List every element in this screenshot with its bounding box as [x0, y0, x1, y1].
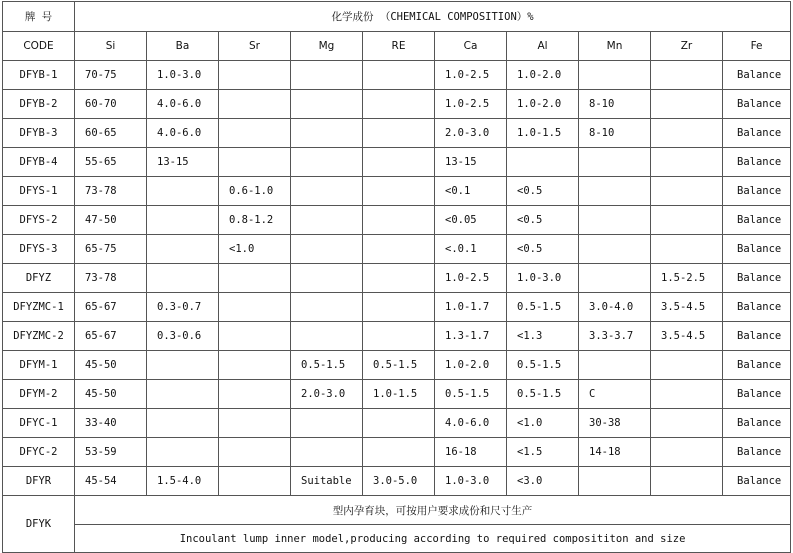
cell-al: <1.5	[507, 438, 579, 467]
dfyk-row-en	[3, 525, 791, 553]
cell-mg	[291, 293, 363, 322]
column-header-ba: Ba	[147, 32, 219, 61]
cell-fe: Balance	[723, 380, 791, 409]
table-row	[3, 409, 791, 438]
cell-sr: 0.6-1.0	[219, 177, 291, 206]
cell-ca: <.0.1	[435, 235, 507, 264]
cell-re	[363, 438, 435, 467]
cell-mg	[291, 409, 363, 438]
cell-ba: 13-15	[147, 148, 219, 177]
cell-mn: C	[579, 380, 651, 409]
cell-zr	[651, 438, 723, 467]
cell-fe: Balance	[723, 438, 791, 467]
cell-ca: 1.3-1.7	[435, 322, 507, 351]
column-header-re: RE	[363, 32, 435, 61]
cell-ca: 16-18	[435, 438, 507, 467]
table-row	[3, 351, 791, 380]
cell-sr	[219, 467, 291, 496]
cell-ca: 1.0-2.5	[435, 90, 507, 119]
cell-sr	[219, 61, 291, 90]
table-row	[3, 293, 791, 322]
cell-al: 0.5-1.5	[507, 351, 579, 380]
cell-si: 60-70	[75, 90, 147, 119]
cell-fe: Balance	[723, 148, 791, 177]
cell-mg: 0.5-1.5	[291, 351, 363, 380]
cell-ca: 13-15	[435, 148, 507, 177]
cell-sr	[219, 148, 291, 177]
cell-sr	[219, 119, 291, 148]
cell-sr	[219, 351, 291, 380]
table-row	[3, 61, 791, 90]
cell-mn	[579, 61, 651, 90]
cell-sr: <1.0	[219, 235, 291, 264]
cell-ca: 1.0-1.7	[435, 293, 507, 322]
cell-re	[363, 235, 435, 264]
cell-ba	[147, 380, 219, 409]
row-code: DFYB-3	[3, 119, 75, 148]
cell-ca: 1.0-2.5	[435, 61, 507, 90]
cell-zr	[651, 90, 723, 119]
cell-mn	[579, 235, 651, 264]
cell-al: <1.3	[507, 322, 579, 351]
column-header-mn: Mn	[579, 32, 651, 61]
cell-zr	[651, 351, 723, 380]
table-row	[3, 119, 791, 148]
cell-fe: Balance	[723, 293, 791, 322]
cell-al: 1.0-1.5	[507, 119, 579, 148]
row-code: DFYR	[3, 467, 75, 496]
cell-ba: 0.3-0.7	[147, 293, 219, 322]
cell-mn	[579, 206, 651, 235]
table-row	[3, 467, 791, 496]
cell-mg: 2.0-3.0	[291, 380, 363, 409]
cell-mn	[579, 148, 651, 177]
cell-re: 0.5-1.5	[363, 351, 435, 380]
row-code: DFYC-2	[3, 438, 75, 467]
cell-fe: Balance	[723, 322, 791, 351]
cell-ba: 0.3-0.6	[147, 322, 219, 351]
cell-re	[363, 409, 435, 438]
cell-ba: 1.0-3.0	[147, 61, 219, 90]
cell-si: 45-54	[75, 467, 147, 496]
cell-ba	[147, 264, 219, 293]
cell-al: <3.0	[507, 467, 579, 496]
cell-ba: 4.0-6.0	[147, 90, 219, 119]
cell-ca: 4.0-6.0	[435, 409, 507, 438]
row-code: DFYB-2	[3, 90, 75, 119]
cell-si: 47-50	[75, 206, 147, 235]
table-row	[3, 90, 791, 119]
cell-re	[363, 148, 435, 177]
cell-sr	[219, 293, 291, 322]
cell-re	[363, 90, 435, 119]
dfyk-note-cn: 型内孕育块，可按用户要求成份和尺寸生产	[75, 496, 791, 525]
row-code: DFYB-4	[3, 148, 75, 177]
cell-fe: Balance	[723, 90, 791, 119]
cell-fe: Balance	[723, 264, 791, 293]
cell-mg	[291, 438, 363, 467]
cell-sr	[219, 380, 291, 409]
cell-mg	[291, 322, 363, 351]
row-code: DFYB-1	[3, 61, 75, 90]
cell-sr	[219, 90, 291, 119]
cell-ca: <0.1	[435, 177, 507, 206]
table-row	[3, 206, 791, 235]
cell-ba	[147, 235, 219, 264]
cell-mn	[579, 264, 651, 293]
cell-zr	[651, 119, 723, 148]
cell-mg	[291, 119, 363, 148]
cell-mn: 8-10	[579, 90, 651, 119]
cell-re	[363, 206, 435, 235]
cell-ca: <0.05	[435, 206, 507, 235]
cell-si: 65-67	[75, 293, 147, 322]
cell-zr: 3.5-4.5	[651, 293, 723, 322]
cell-ba	[147, 409, 219, 438]
row-code: DFYC-1	[3, 409, 75, 438]
cell-mn: 8-10	[579, 119, 651, 148]
cell-si: 45-50	[75, 380, 147, 409]
cell-re	[363, 293, 435, 322]
cell-al: <0.5	[507, 206, 579, 235]
cell-fe: Balance	[723, 467, 791, 496]
row-code: DFYS-3	[3, 235, 75, 264]
cell-mn	[579, 467, 651, 496]
cell-ba	[147, 177, 219, 206]
row-code: DFYS-1	[3, 177, 75, 206]
cell-mn: 30-38	[579, 409, 651, 438]
cell-al: 1.0-2.0	[507, 61, 579, 90]
composition-table	[2, 1, 791, 553]
cell-zr	[651, 177, 723, 206]
table-row	[3, 264, 791, 293]
column-header-mg: Mg	[291, 32, 363, 61]
cell-al	[507, 148, 579, 177]
column-header-zr: Zr	[651, 32, 723, 61]
cell-mg	[291, 90, 363, 119]
cell-fe: Balance	[723, 61, 791, 90]
cell-re	[363, 264, 435, 293]
cell-sr	[219, 438, 291, 467]
cell-mg	[291, 177, 363, 206]
cell-mg	[291, 61, 363, 90]
cell-ba: 4.0-6.0	[147, 119, 219, 148]
cell-re: 3.0-5.0	[363, 467, 435, 496]
table-row	[3, 380, 791, 409]
row-code: DFYM-2	[3, 380, 75, 409]
cell-zr	[651, 206, 723, 235]
row-code: DFYS-2	[3, 206, 75, 235]
cell-ba	[147, 206, 219, 235]
cell-sr: 0.8-1.2	[219, 206, 291, 235]
cell-mg	[291, 206, 363, 235]
column-header-fe: Fe	[723, 32, 791, 61]
cell-si: 65-67	[75, 322, 147, 351]
cell-re	[363, 322, 435, 351]
brand-label: 牌 号	[3, 2, 75, 32]
column-header-al: Al	[507, 32, 579, 61]
table-row	[3, 148, 791, 177]
row-code: DFYM-1	[3, 351, 75, 380]
cell-re	[363, 119, 435, 148]
cell-zr	[651, 235, 723, 264]
cell-si: 73-78	[75, 177, 147, 206]
cell-mn: 14-18	[579, 438, 651, 467]
row-code: DFYZMC-2	[3, 322, 75, 351]
cell-al: 1.0-3.0	[507, 264, 579, 293]
table-row	[3, 322, 791, 351]
column-header-ca: Ca	[435, 32, 507, 61]
cell-sr	[219, 264, 291, 293]
cell-ca: 2.0-3.0	[435, 119, 507, 148]
cell-ba: 1.5-4.0	[147, 467, 219, 496]
column-header-code: CODE	[3, 32, 75, 61]
cell-fe: Balance	[723, 206, 791, 235]
cell-mn: 3.0-4.0	[579, 293, 651, 322]
cell-fe: Balance	[723, 177, 791, 206]
row-code: DFYK	[3, 496, 75, 553]
cell-re	[363, 61, 435, 90]
dfyk-row	[3, 496, 791, 525]
cell-ba	[147, 351, 219, 380]
cell-sr	[219, 322, 291, 351]
cell-fe: Balance	[723, 409, 791, 438]
cell-si: 53-59	[75, 438, 147, 467]
cell-re	[363, 177, 435, 206]
cell-si: 33-40	[75, 409, 147, 438]
title-row	[3, 2, 791, 32]
cell-si: 55-65	[75, 148, 147, 177]
cell-mn	[579, 177, 651, 206]
cell-fe: Balance	[723, 119, 791, 148]
cell-ca: 1.0-2.5	[435, 264, 507, 293]
column-header-si: Si	[75, 32, 147, 61]
row-code: DFYZ	[3, 264, 75, 293]
cell-mn: 3.3-3.7	[579, 322, 651, 351]
cell-al: 1.0-2.0	[507, 90, 579, 119]
cell-al: <0.5	[507, 235, 579, 264]
cell-zr: 3.5-4.5	[651, 322, 723, 351]
cell-fe: Balance	[723, 351, 791, 380]
cell-si: 73-78	[75, 264, 147, 293]
cell-mg	[291, 235, 363, 264]
cell-zr	[651, 409, 723, 438]
cell-al: <1.0	[507, 409, 579, 438]
table-row	[3, 177, 791, 206]
cell-ba	[147, 438, 219, 467]
cell-sr	[219, 409, 291, 438]
cell-mg: Suitable	[291, 467, 363, 496]
column-header-sr: Sr	[219, 32, 291, 61]
cell-mg	[291, 148, 363, 177]
cell-mn	[579, 351, 651, 380]
cell-si: 45-50	[75, 351, 147, 380]
table-row	[3, 235, 791, 264]
cell-mg	[291, 264, 363, 293]
cell-ca: 1.0-3.0	[435, 467, 507, 496]
cell-zr: 1.5-2.5	[651, 264, 723, 293]
cell-zr	[651, 467, 723, 496]
table-row	[3, 438, 791, 467]
cell-zr	[651, 148, 723, 177]
cell-ca: 1.0-2.0	[435, 351, 507, 380]
cell-fe: Balance	[723, 235, 791, 264]
table-title: 化学成份 （CHEMICAL COMPOSITION）%	[75, 2, 791, 32]
cell-si: 70-75	[75, 61, 147, 90]
column-header-row	[3, 32, 791, 61]
row-code: DFYZMC-1	[3, 293, 75, 322]
cell-re: 1.0-1.5	[363, 380, 435, 409]
dfyk-note-en: Incoulant lump inner model,producing according to required composititon and size	[75, 525, 791, 553]
cell-al: 0.5-1.5	[507, 380, 579, 409]
cell-al: <0.5	[507, 177, 579, 206]
cell-al: 0.5-1.5	[507, 293, 579, 322]
cell-si: 60-65	[75, 119, 147, 148]
cell-si: 65-75	[75, 235, 147, 264]
cell-zr	[651, 61, 723, 90]
cell-ca: 0.5-1.5	[435, 380, 507, 409]
cell-zr	[651, 380, 723, 409]
